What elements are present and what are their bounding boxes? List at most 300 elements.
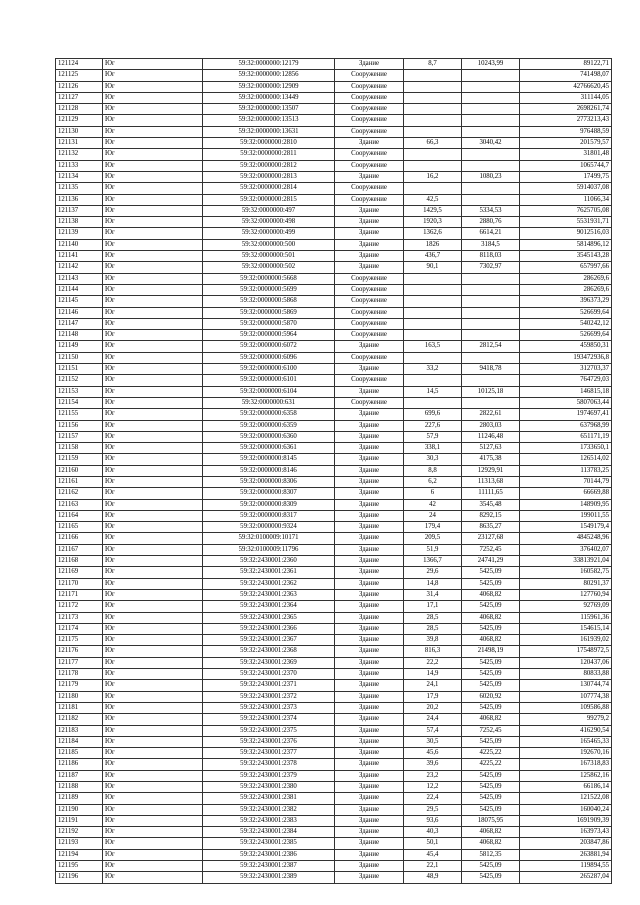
object-type-cell: Здание <box>335 861 404 872</box>
region-cell: Юг <box>103 273 203 284</box>
row-number-cell: 121174 <box>56 623 103 634</box>
specific-value-cell: 9418,78 <box>462 364 520 375</box>
object-type-cell: Здание <box>335 556 404 567</box>
specific-value-cell <box>462 273 520 284</box>
specific-value-cell: 12929,91 <box>462 465 520 476</box>
cadastral-number-cell: 59:32:0000000:9324 <box>203 522 335 533</box>
row-number-cell: 121155 <box>56 409 103 420</box>
specific-value-cell <box>462 330 520 341</box>
specific-value-cell <box>462 160 520 171</box>
region-cell: Юг <box>103 386 203 397</box>
cadastral-value-cell: 120437,06 <box>520 657 612 668</box>
specific-value-cell <box>462 70 520 81</box>
specific-value-cell: 2812,54 <box>462 341 520 352</box>
row-number-cell: 121182 <box>56 714 103 725</box>
area-cell: 24,4 <box>404 714 462 725</box>
region-cell: Юг <box>103 262 203 273</box>
cadastral-value-cell: 1974697,41 <box>520 409 612 420</box>
row-number-cell: 121196 <box>56 872 103 883</box>
cadastral-number-cell: 59:32:2430001:2381 <box>203 793 335 804</box>
object-type-cell: Сооружение <box>335 352 404 363</box>
table-row <box>56 782 612 793</box>
specific-value-cell <box>462 115 520 126</box>
table-row <box>56 714 612 725</box>
object-type-cell: Здание <box>335 341 404 352</box>
table-row <box>56 126 612 137</box>
object-type-cell: Здание <box>335 567 404 578</box>
specific-value-cell: 2880,76 <box>462 217 520 228</box>
table-row <box>56 115 612 126</box>
row-number-cell: 121136 <box>56 194 103 205</box>
row-number-cell: 121186 <box>56 759 103 770</box>
region-cell: Юг <box>103 782 203 793</box>
row-number-cell: 121125 <box>56 70 103 81</box>
region-cell: Юг <box>103 454 203 465</box>
region-cell: Юг <box>103 228 203 239</box>
object-type-cell: Сооружение <box>335 149 404 160</box>
cadastral-number-cell: 59:32:0000000:499 <box>203 228 335 239</box>
table-row <box>56 657 612 668</box>
row-number-cell: 121144 <box>56 284 103 295</box>
table-row <box>56 601 612 612</box>
area-cell: 42 <box>404 499 462 510</box>
cadastral-value-cell: 311144,05 <box>520 92 612 103</box>
cadastral-value-cell: 265287,04 <box>520 872 612 883</box>
object-type-cell: Здание <box>335 657 404 668</box>
cadastral-number-cell: 59:32:2430001:2385 <box>203 838 335 849</box>
area-cell <box>404 115 462 126</box>
object-type-cell: Здание <box>335 239 404 250</box>
object-type-cell: Здание <box>335 782 404 793</box>
cadastral-value-cell: 764729,03 <box>520 375 612 386</box>
specific-value-cell: 18075,95 <box>462 815 520 826</box>
cadastral-value-cell: 976488,59 <box>520 126 612 137</box>
object-type-cell: Сооружение <box>335 183 404 194</box>
region-cell: Юг <box>103 70 203 81</box>
table-row <box>56 284 612 295</box>
row-number-cell: 121159 <box>56 454 103 465</box>
object-type-cell: Здание <box>335 872 404 883</box>
cadastral-number-cell: 59:32:0000000:12856 <box>203 70 335 81</box>
table-row <box>56 454 612 465</box>
area-cell: 40,3 <box>404 827 462 838</box>
specific-value-cell <box>462 92 520 103</box>
area-cell <box>404 149 462 160</box>
object-type-cell: Здание <box>335 364 404 375</box>
cadastral-number-cell: 59:32:0000000:5868 <box>203 296 335 307</box>
specific-value-cell: 8635,27 <box>462 522 520 533</box>
object-type-cell: Здание <box>335 228 404 239</box>
table-row <box>56 533 612 544</box>
object-type-cell: Здание <box>335 544 404 555</box>
object-type-cell: Сооружение <box>335 284 404 295</box>
cadastral-value-cell: 7625705,08 <box>520 205 612 216</box>
table-row <box>56 330 612 341</box>
area-cell: 51,9 <box>404 544 462 555</box>
row-number-cell: 121171 <box>56 589 103 600</box>
row-number-cell: 121181 <box>56 702 103 713</box>
region-cell: Юг <box>103 160 203 171</box>
specific-value-cell: 23127,68 <box>462 533 520 544</box>
table-row <box>56 386 612 397</box>
object-type-cell: Сооружение <box>335 318 404 329</box>
area-cell: 57,9 <box>404 431 462 442</box>
cadastral-value-table <box>55 58 612 884</box>
area-cell <box>404 81 462 92</box>
cadastral-value-cell: 5807063,44 <box>520 397 612 408</box>
area-cell: 6 <box>404 488 462 499</box>
table-row <box>56 364 612 375</box>
cadastral-number-cell: 59:32:0000000:6096 <box>203 352 335 363</box>
specific-value-cell <box>462 104 520 115</box>
specific-value-cell: 4068,82 <box>462 838 520 849</box>
row-number-cell: 121195 <box>56 861 103 872</box>
table-row <box>56 443 612 454</box>
object-type-cell: Здание <box>335 612 404 623</box>
row-number-cell: 121146 <box>56 307 103 318</box>
specific-value-cell: 8118,03 <box>462 251 520 262</box>
cadastral-value-cell: 199011,55 <box>520 510 612 521</box>
area-cell: 93,6 <box>404 815 462 826</box>
table-row <box>56 171 612 182</box>
area-cell: 436,7 <box>404 251 462 262</box>
cadastral-number-cell: 59:32:0000000:2814 <box>203 183 335 194</box>
region-cell: Юг <box>103 793 203 804</box>
table-row <box>56 499 612 510</box>
area-cell: 14,8 <box>404 578 462 589</box>
region-cell: Юг <box>103 872 203 883</box>
cadastral-number-cell: 59:32:0000000:8146 <box>203 465 335 476</box>
region-cell: Юг <box>103 657 203 668</box>
specific-value-cell: 5425,09 <box>462 736 520 747</box>
region-cell: Юг <box>103 759 203 770</box>
specific-value-cell <box>462 318 520 329</box>
cadastral-value-cell: 312703,37 <box>520 364 612 375</box>
area-cell <box>404 284 462 295</box>
row-number-cell: 121133 <box>56 160 103 171</box>
area-cell: 8,8 <box>404 465 462 476</box>
cadastral-number-cell: 59:32:2430001:2371 <box>203 680 335 691</box>
cadastral-value-cell: 1549179,4 <box>520 522 612 533</box>
row-number-cell: 121149 <box>56 341 103 352</box>
row-number-cell: 121178 <box>56 669 103 680</box>
cadastral-number-cell: 59:32:0000000:8309 <box>203 499 335 510</box>
row-number-cell: 121188 <box>56 782 103 793</box>
cadastral-number-cell: 59:32:0000000:8306 <box>203 476 335 487</box>
cadastral-number-cell: 59:32:0000000:2813 <box>203 171 335 182</box>
cadastral-value-cell: 125862,16 <box>520 770 612 781</box>
specific-value-cell <box>462 352 520 363</box>
object-type-cell: Сооружение <box>335 194 404 205</box>
row-number-cell: 121156 <box>56 420 103 431</box>
cadastral-number-cell: 59:32:2430001:2372 <box>203 691 335 702</box>
region-cell: Юг <box>103 465 203 476</box>
table-row <box>56 307 612 318</box>
region-cell: Юг <box>103 815 203 826</box>
row-number-cell: 121148 <box>56 330 103 341</box>
cadastral-number-cell: 59:32:2430001:2364 <box>203 601 335 612</box>
cadastral-value-cell: 5814896,12 <box>520 239 612 250</box>
object-type-cell: Здание <box>335 499 404 510</box>
table-row <box>56 612 612 623</box>
row-number-cell: 121172 <box>56 601 103 612</box>
object-type-cell: Здание <box>335 138 404 149</box>
row-number-cell: 121166 <box>56 533 103 544</box>
region-cell: Юг <box>103 510 203 521</box>
specific-value-cell: 4225,22 <box>462 748 520 759</box>
specific-value-cell <box>462 307 520 318</box>
region-cell: Юг <box>103 748 203 759</box>
region-cell: Юг <box>103 92 203 103</box>
cadastral-value-cell: 741498,07 <box>520 70 612 81</box>
object-type-cell: Здание <box>335 838 404 849</box>
cadastral-value-cell: 126514,02 <box>520 454 612 465</box>
cadastral-value-cell: 263881,94 <box>520 849 612 860</box>
area-cell: 22,1 <box>404 861 462 872</box>
area-cell: 699,6 <box>404 409 462 420</box>
specific-value-cell: 7252,45 <box>462 544 520 555</box>
area-cell <box>404 318 462 329</box>
cadastral-number-cell: 59:32:2430001:2366 <box>203 623 335 634</box>
cadastral-value-cell: 165465,33 <box>520 736 612 747</box>
specific-value-cell: 4068,82 <box>462 714 520 725</box>
cadastral-number-cell: 59:32:0000000:5668 <box>203 273 335 284</box>
specific-value-cell <box>462 81 520 92</box>
row-number-cell: 121153 <box>56 386 103 397</box>
specific-value-cell: 4068,82 <box>462 827 520 838</box>
cadastral-value-cell: 657997,66 <box>520 262 612 273</box>
area-cell: 50,1 <box>404 838 462 849</box>
row-number-cell: 121134 <box>56 171 103 182</box>
object-type-cell: Здание <box>335 443 404 454</box>
cadastral-value-cell: 89122,71 <box>520 59 612 70</box>
cadastral-value-cell: 66186,14 <box>520 782 612 793</box>
area-cell: 45,6 <box>404 748 462 759</box>
area-cell: 12,2 <box>404 782 462 793</box>
area-cell: 816,3 <box>404 646 462 657</box>
object-type-cell: Здание <box>335 59 404 70</box>
region-cell: Юг <box>103 556 203 567</box>
table-row <box>56 104 612 115</box>
table-row <box>56 296 612 307</box>
area-cell: 8,7 <box>404 59 462 70</box>
area-cell: 33,2 <box>404 364 462 375</box>
area-cell <box>404 307 462 318</box>
table-row <box>56 352 612 363</box>
row-number-cell: 121176 <box>56 646 103 657</box>
specific-value-cell <box>462 183 520 194</box>
object-type-cell: Здание <box>335 510 404 521</box>
cadastral-number-cell: 59:32:2430001:2374 <box>203 714 335 725</box>
row-number-cell: 121189 <box>56 793 103 804</box>
cadastral-number-cell: 59:32:2430001:2365 <box>203 612 335 623</box>
cadastral-number-cell: 59:32:2430001:2383 <box>203 815 335 826</box>
row-number-cell: 121184 <box>56 736 103 747</box>
row-number-cell: 121140 <box>56 239 103 250</box>
region-cell: Юг <box>103 736 203 747</box>
table-row <box>56 92 612 103</box>
table-row <box>56 770 612 781</box>
specific-value-cell: 5425,09 <box>462 782 520 793</box>
object-type-cell: Сооружение <box>335 92 404 103</box>
area-cell: 22,4 <box>404 793 462 804</box>
area-cell: 14,5 <box>404 386 462 397</box>
table-row <box>56 522 612 533</box>
area-cell: 29,5 <box>404 804 462 815</box>
object-type-cell: Сооружение <box>335 296 404 307</box>
cadastral-number-cell: 59:32:0000000:500 <box>203 239 335 250</box>
cadastral-value-cell: 109586,88 <box>520 702 612 713</box>
object-type-cell: Здание <box>335 827 404 838</box>
cadastral-number-cell: 59:32:2430001:2380 <box>203 782 335 793</box>
cadastral-number-cell: 59:32:0000000:497 <box>203 205 335 216</box>
cadastral-number-cell: 59:32:2430001:2384 <box>203 827 335 838</box>
table-row <box>56 149 612 160</box>
row-number-cell: 121143 <box>56 273 103 284</box>
cadastral-number-cell: 59:32:0000000:13631 <box>203 126 335 137</box>
specific-value-cell <box>462 296 520 307</box>
cadastral-value-cell: 31801,48 <box>520 149 612 160</box>
cadastral-value-cell: 201579,57 <box>520 138 612 149</box>
region-cell: Юг <box>103 296 203 307</box>
area-cell <box>404 183 462 194</box>
cadastral-number-cell: 59:32:0000000:2812 <box>203 160 335 171</box>
cadastral-value-cell: 66669,88 <box>520 488 612 499</box>
cadastral-value-cell: 115961,36 <box>520 612 612 623</box>
specific-value-cell <box>462 126 520 137</box>
cadastral-number-cell: 59:32:2430001:2376 <box>203 736 335 747</box>
region-cell: Юг <box>103 623 203 634</box>
region-cell: Юг <box>103 544 203 555</box>
area-cell: 227,6 <box>404 420 462 431</box>
region-cell: Юг <box>103 680 203 691</box>
row-number-cell: 121132 <box>56 149 103 160</box>
cadastral-value-cell: 99279,2 <box>520 714 612 725</box>
row-number-cell: 121152 <box>56 375 103 386</box>
area-cell <box>404 70 462 81</box>
region-cell: Юг <box>103 104 203 115</box>
specific-value-cell: 10125,18 <box>462 386 520 397</box>
cadastral-value-cell: 376402,07 <box>520 544 612 555</box>
area-cell <box>404 397 462 408</box>
specific-value-cell: 4068,82 <box>462 612 520 623</box>
cadastral-value-cell: 651171,19 <box>520 431 612 442</box>
row-number-cell: 121128 <box>56 104 103 115</box>
region-cell: Юг <box>103 307 203 318</box>
cadastral-number-cell: 59:32:0000000:6358 <box>203 409 335 420</box>
table-row <box>56 205 612 216</box>
row-number-cell: 121131 <box>56 138 103 149</box>
area-cell <box>404 104 462 115</box>
cadastral-value-cell: 146815,18 <box>520 386 612 397</box>
table-row <box>56 849 612 860</box>
table-row <box>56 488 612 499</box>
area-cell: 45,4 <box>404 849 462 860</box>
specific-value-cell: 11313,68 <box>462 476 520 487</box>
object-type-cell: Здание <box>335 431 404 442</box>
table-row <box>56 251 612 262</box>
area-cell: 17,9 <box>404 691 462 702</box>
cadastral-number-cell: 59:32:0000000:12179 <box>203 59 335 70</box>
region-cell: Юг <box>103 239 203 250</box>
area-cell: 338,1 <box>404 443 462 454</box>
cadastral-value-cell: 17499,75 <box>520 171 612 182</box>
table-row <box>56 872 612 883</box>
cadastral-value-cell: 167318,83 <box>520 759 612 770</box>
cadastral-value-cell: 3545143,28 <box>520 251 612 262</box>
object-type-cell: Здание <box>335 680 404 691</box>
cadastral-value-cell: 154615,14 <box>520 623 612 634</box>
object-type-cell: Здание <box>335 522 404 533</box>
area-cell: 90,1 <box>404 262 462 273</box>
cadastral-number-cell: 59:32:0000000:6360 <box>203 431 335 442</box>
table-row <box>56 669 612 680</box>
object-type-cell: Здание <box>335 578 404 589</box>
region-cell: Юг <box>103 488 203 499</box>
cadastral-value-cell: 5531931,71 <box>520 217 612 228</box>
row-number-cell: 121193 <box>56 838 103 849</box>
object-type-cell: Здание <box>335 669 404 680</box>
area-cell: 57,4 <box>404 725 462 736</box>
area-cell: 1366,7 <box>404 556 462 567</box>
object-type-cell: Здание <box>335 714 404 725</box>
cadastral-number-cell: 59:32:2430001:2382 <box>203 804 335 815</box>
specific-value-cell: 5812,35 <box>462 849 520 860</box>
specific-value-cell: 8292,15 <box>462 510 520 521</box>
area-cell: 24 <box>404 510 462 521</box>
row-number-cell: 121160 <box>56 465 103 476</box>
cadastral-value-cell: 526699,64 <box>520 307 612 318</box>
region-cell: Юг <box>103 770 203 781</box>
region-cell: Юг <box>103 691 203 702</box>
row-number-cell: 121163 <box>56 499 103 510</box>
specific-value-cell: 4068,82 <box>462 635 520 646</box>
object-type-cell: Здание <box>335 251 404 262</box>
object-type-cell: Здание <box>335 759 404 770</box>
row-number-cell: 121138 <box>56 217 103 228</box>
table-row <box>56 736 612 747</box>
row-number-cell: 121135 <box>56 183 103 194</box>
specific-value-cell: 5425,09 <box>462 578 520 589</box>
table-row <box>56 409 612 420</box>
region-cell: Юг <box>103 804 203 815</box>
specific-value-cell <box>462 284 520 295</box>
table-row <box>56 183 612 194</box>
table-row <box>56 702 612 713</box>
specific-value-cell: 1080,23 <box>462 171 520 182</box>
object-type-cell: Сооружение <box>335 273 404 284</box>
cadastral-value-cell: 396373,29 <box>520 296 612 307</box>
cadastral-value-cell: 130744,74 <box>520 680 612 691</box>
specific-value-cell: 11111,65 <box>462 488 520 499</box>
region-cell: Юг <box>103 341 203 352</box>
region-cell: Юг <box>103 827 203 838</box>
table-row <box>56 804 612 815</box>
specific-value-cell <box>462 149 520 160</box>
area-cell: 20,2 <box>404 702 462 713</box>
row-number-cell: 121127 <box>56 92 103 103</box>
cadastral-number-cell: 59:32:0000000:13513 <box>203 115 335 126</box>
object-type-cell: Сооружение <box>335 160 404 171</box>
cadastral-value-cell: 163973,43 <box>520 827 612 838</box>
table-row <box>56 420 612 431</box>
row-number-cell: 121154 <box>56 397 103 408</box>
object-type-cell: Здание <box>335 736 404 747</box>
area-cell <box>404 273 462 284</box>
cadastral-value-cell: 11066,34 <box>520 194 612 205</box>
region-cell: Юг <box>103 443 203 454</box>
row-number-cell: 121175 <box>56 635 103 646</box>
